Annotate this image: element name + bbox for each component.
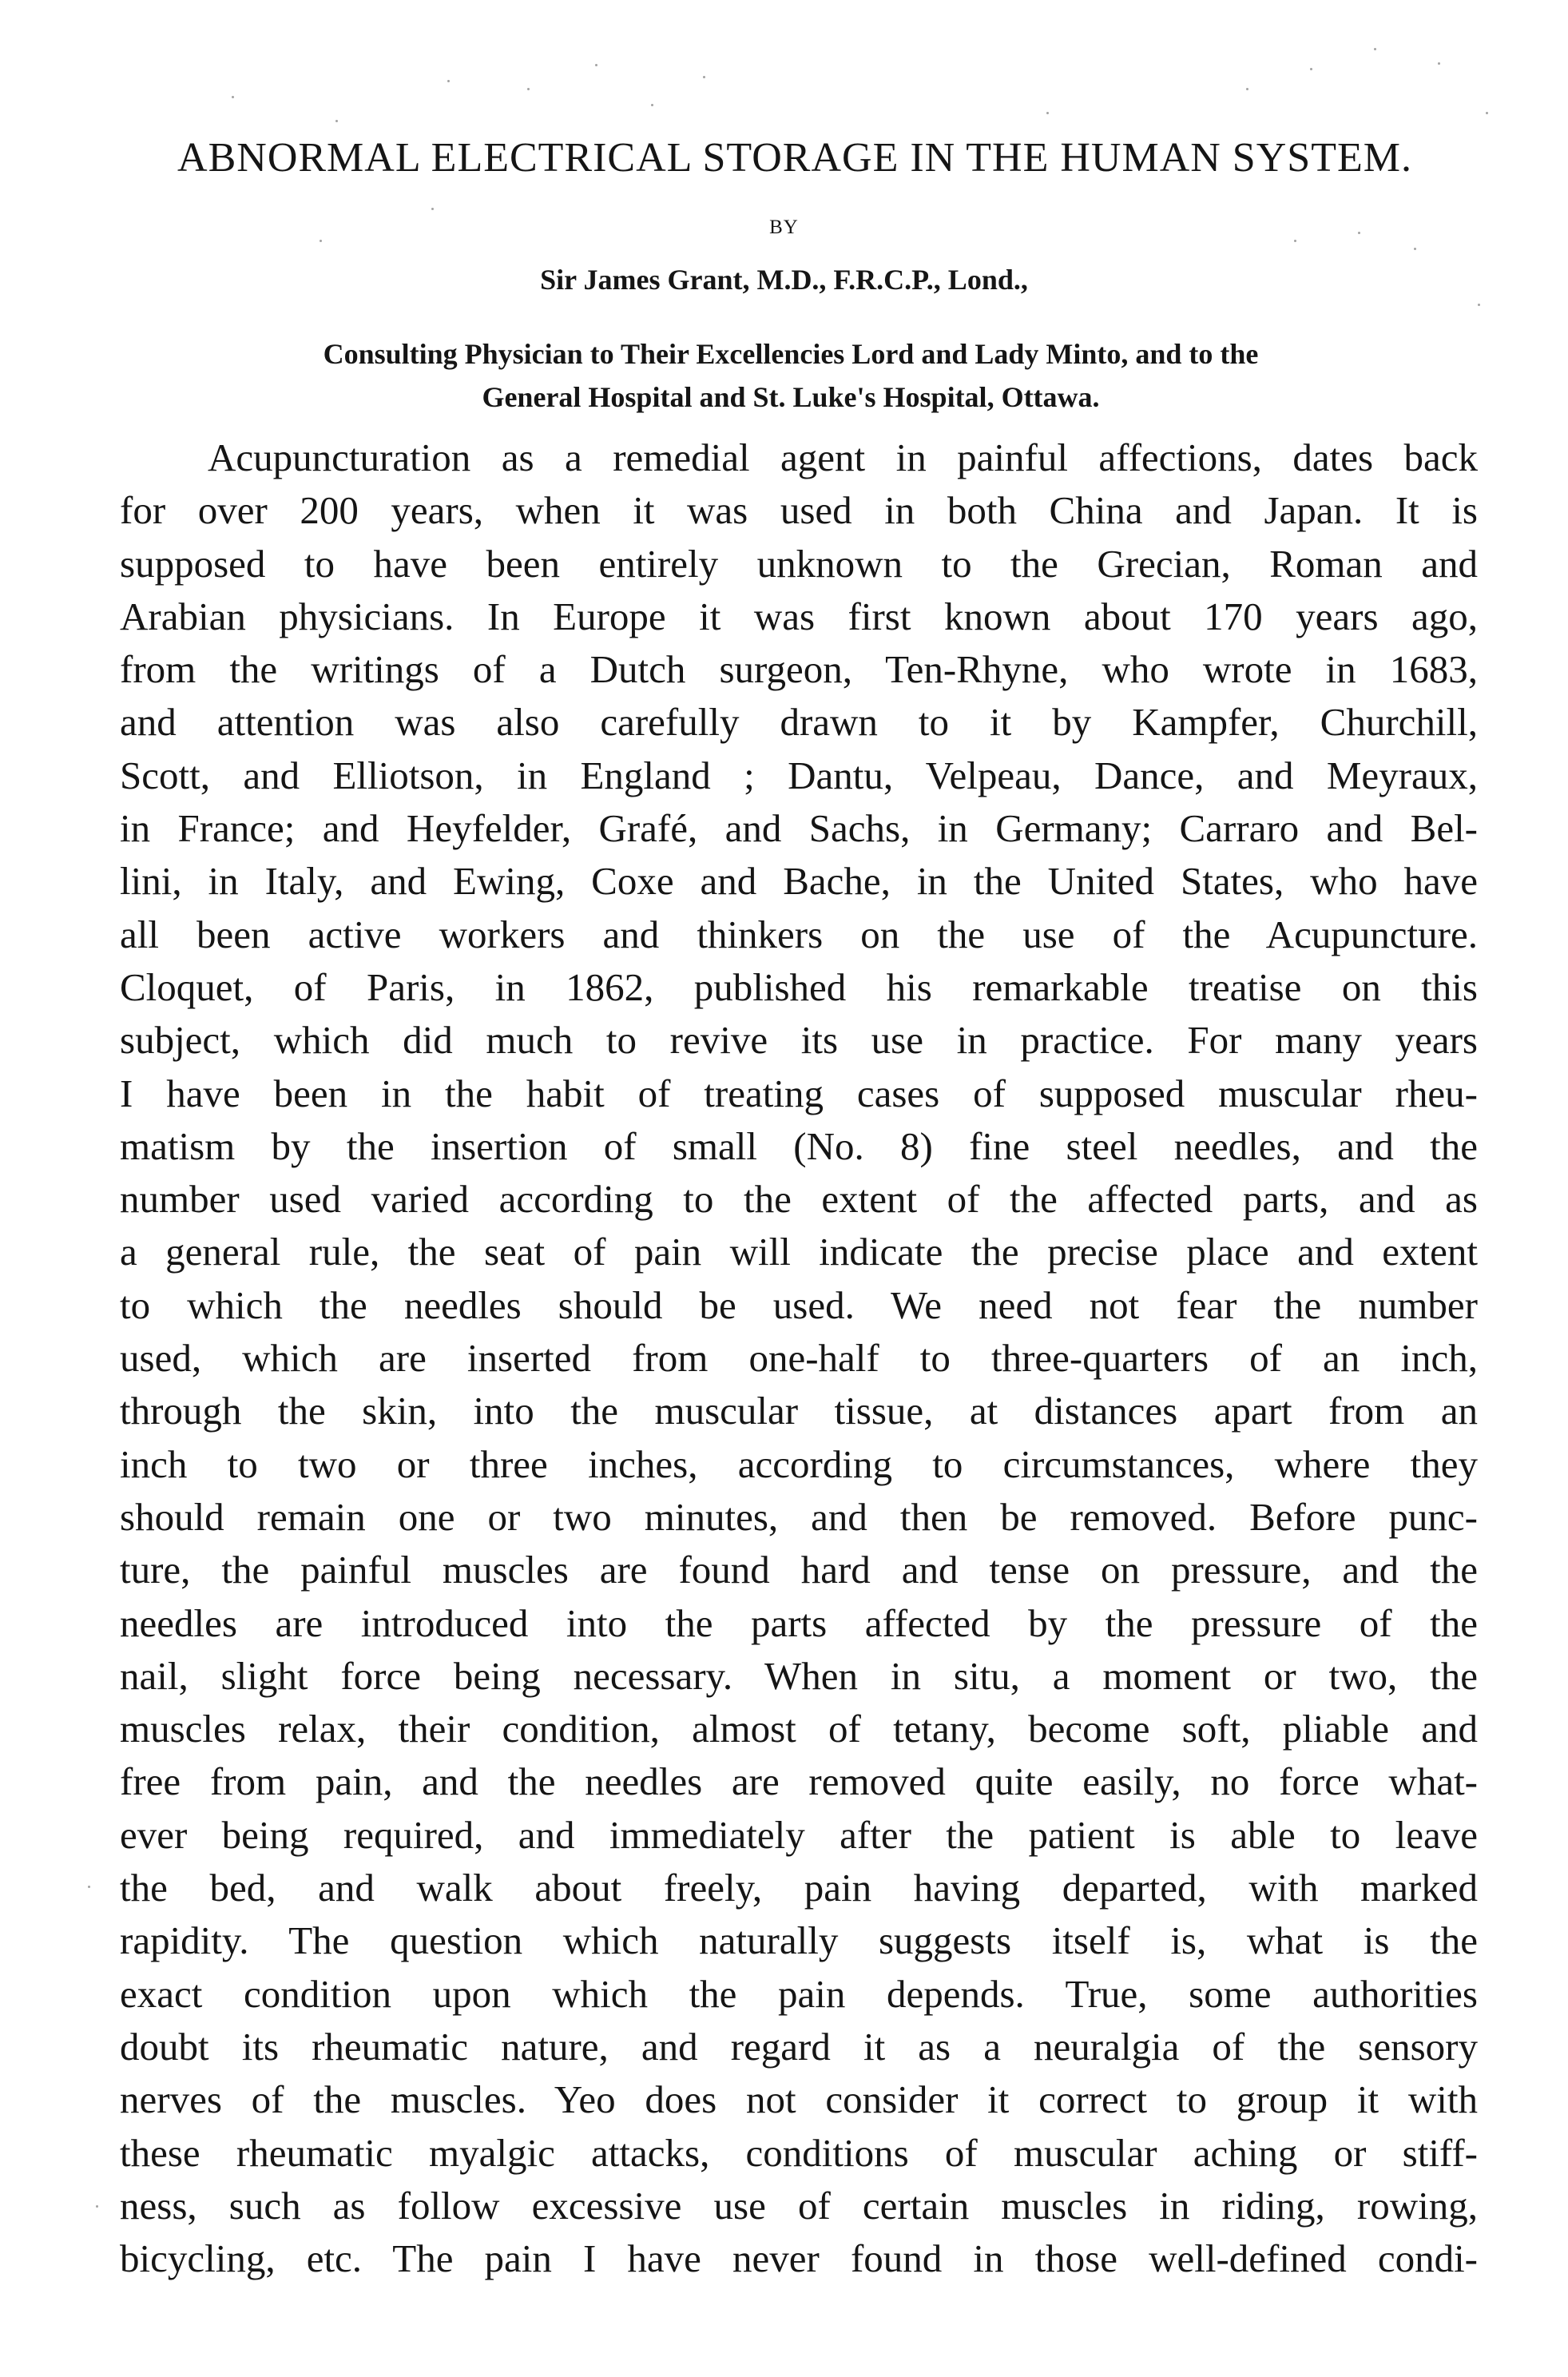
body-line: for over 200 years, when it was used in both China and Japan. It is	[120, 488, 1478, 533]
scan-speck	[527, 88, 530, 90]
body-line: inch to two or three inches, according to circumstances, where they	[120, 1441, 1478, 1486]
body-line: Acupuncturation as a remedial agent in painful affections, dates back	[208, 435, 1478, 479]
scan-speck	[1046, 112, 1049, 114]
scan-speck	[595, 64, 597, 66]
body-line: nail, slight force being necessary. When in situ, a moment or two, the	[120, 1653, 1478, 1698]
body-line: should remain one or two minutes, and then be removed. Before punc-	[120, 1494, 1478, 1539]
body-line: doubt its rheumatic nature, and regard it as a neuralgia of the sensory	[120, 2024, 1478, 2069]
body-line: subject, which did much to revive its use in practice. For many years	[120, 1018, 1478, 1063]
scan-speck	[320, 240, 322, 242]
body-line: used, which are inserted from one-half to three-quarters of an inch,	[120, 1336, 1478, 1381]
scan-speck	[651, 104, 653, 106]
body-line: a general rule, the seat of pain will indicate the precise place and extent	[120, 1230, 1478, 1274]
scan-speck	[1478, 304, 1480, 306]
scan-speck	[431, 208, 434, 210]
scan-speck	[96, 2205, 98, 2208]
body-line: the bed, and walk about freely, pain having departed, with marked	[120, 1866, 1478, 1910]
body-line: rapidity. The question which naturally suggests itself is, what is the	[120, 1918, 1478, 1963]
scan-speck	[1414, 248, 1416, 250]
body-line: nerves of the muscles. Yeo does not consider it correct to group it with	[120, 2077, 1478, 2122]
body-line: all been active workers and thinkers on the use of the Acupuncture.	[120, 912, 1478, 956]
body-line: from the writings of a Dutch surgeon, Ten-Rhyne, who wrote in 1683,	[120, 647, 1478, 692]
body-line: through the skin, into the muscular tissue, at distances apart from an	[120, 1389, 1478, 1433]
scan-speck	[1294, 240, 1296, 242]
body-line: muscles relax, their condition, almost of tetany, become soft, pliable and	[120, 1707, 1478, 1751]
body-line: ture, the painful muscles are found hard and tense on pressure, and the	[120, 1548, 1478, 1592]
body-line: Scott, and Elliotson, in England ; Dantu, Velpeau, Dance, and Meyraux,	[120, 753, 1478, 797]
body-line: these rheumatic myalgic attacks, conditions of muscular aching or stiff-	[120, 2130, 1478, 2175]
body-line: to which the needles should be used. We need not fear the number	[120, 1282, 1478, 1327]
byline: BY	[769, 217, 799, 238]
body-line: free from pain, and the needles are removed quite easily, no force what-	[120, 1759, 1478, 1804]
scan-speck	[1486, 112, 1488, 114]
article-body	[120, 431, 1478, 2285]
body-line: number used varied according to the extent of the affected parts, and as	[120, 1177, 1478, 1222]
body-line: supposed to have been entirely unknown to the Grecian, Roman and	[120, 541, 1478, 586]
scan-speck	[1246, 88, 1248, 90]
scan-speck	[1438, 62, 1440, 65]
scan-speck	[703, 76, 705, 78]
scan-speck	[447, 80, 450, 82]
body-line: bicycling, etc. The pain I have never found in those well-defined condi-	[120, 2236, 1478, 2281]
body-line: needles are introduced into the parts affected by the pressure of the	[120, 1600, 1478, 1645]
body-line: ness, such as follow excessive use of certain muscles in riding, rowing,	[120, 2183, 1478, 2228]
body-line: in France; and Heyfelder, Grafé, and Sachs, in Germany; Carraro and Bel-	[120, 806, 1478, 851]
body-line: I have been in the habit of treating cases of supposed muscular rheu-	[120, 1071, 1478, 1115]
affiliation-line: Consulting Physician to Their Excellencies Lord and Lady Minto, and to the	[323, 338, 1259, 370]
body-line: matism by the insertion of small (No. 8) fine steel needles, and the	[120, 1123, 1478, 1168]
body-line: and attention was also carefully drawn to it by Kampfer, Churchill,	[120, 700, 1478, 745]
body-line: Cloquet, of Paris, in 1862, published his remarkable treatise on this	[120, 964, 1478, 1009]
author-line: Sir James Grant, M.D., F.R.C.P., Lond.,	[540, 264, 1028, 296]
body-line: lini, in Italy, and Ewing, Coxe and Bache, in the United States, who have	[120, 859, 1478, 904]
body-line: exact condition upon which the pain depends. True, some authorities	[120, 1971, 1478, 2016]
scan-speck	[232, 96, 234, 98]
affiliation-line: General Hospital and St. Luke's Hospital, Ottawa.	[482, 381, 1100, 413]
scan-speck	[335, 120, 338, 122]
article-title: ABNORMAL ELECTRICAL STORAGE IN THE HUMAN SYSTEM.	[177, 135, 1412, 181]
scan-speck	[88, 1886, 90, 1888]
scan-speck	[1374, 48, 1376, 50]
body-line: ever being required, and immediately after the patient is able to leave	[120, 1812, 1478, 1857]
body-line: Arabian physicians. In Europe it was first known about 170 years ago,	[120, 594, 1478, 638]
scan-speck	[1310, 68, 1312, 70]
